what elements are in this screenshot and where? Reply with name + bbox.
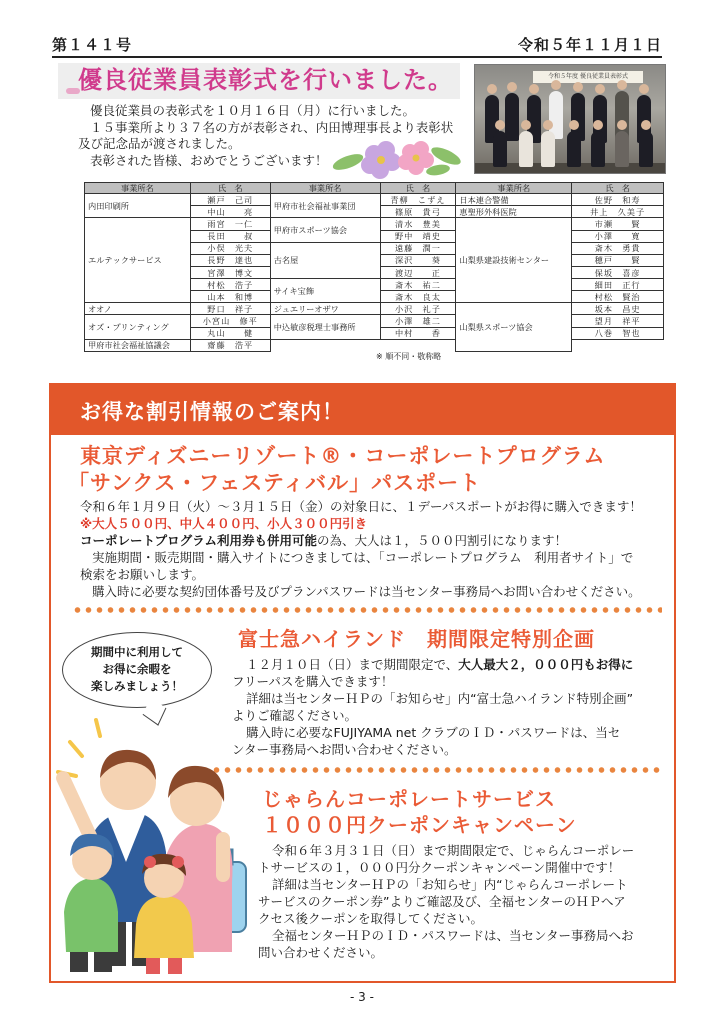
name-cell: 小澤 寛 — [572, 230, 664, 242]
name-cell: 渡辺 正 — [380, 266, 456, 278]
name-cell: 八巻 智也 — [572, 327, 664, 339]
name-cell: 瀬戸 己司 — [190, 194, 270, 206]
name-cell: 市瀬 賢 — [572, 218, 664, 230]
name-cell: 篠原 貴弓 — [380, 206, 456, 218]
disney-line-4: 実施期間・販売期間・購入サイトにつきましては、「コーポレートプログラム 利用者サイト」で — [92, 550, 634, 565]
jalan-line-3: 詳細は当センターＨＰの「お知らせ」内“じゃらんコーポレート — [272, 877, 628, 892]
company-cell: 中込敏彦税理士事務所 — [270, 315, 380, 339]
company-cell: 甲府市スポーツ協会 — [270, 218, 380, 242]
company-cell: 日本連合警備 — [456, 194, 572, 206]
issue-date: 令和５年１１月１日 — [517, 36, 662, 54]
name-cell: 齋藤 浩平 — [190, 339, 270, 351]
name-cell: 宮澤 博文 — [190, 266, 270, 278]
flower-decoration-icon — [326, 138, 466, 182]
company-cell: オズ・プリンティング — [85, 315, 191, 339]
photo-person — [567, 131, 581, 167]
name-cell: 遠藤 潤一 — [380, 242, 456, 254]
col-name: 氏 名 — [572, 183, 664, 194]
fuji-line-1 — [246, 656, 633, 673]
col-name: 氏 名 — [190, 183, 270, 194]
col-company: 事業所名 — [456, 183, 572, 194]
family-illustration-icon — [56, 712, 256, 978]
photo-person — [541, 131, 555, 167]
name-cell: 穂戸 賢 — [572, 254, 664, 266]
company-cell: 内田印刷所 — [85, 194, 191, 218]
fuji-line-3: 詳細は当センターＨＰの「お知らせ」内“富士急ハイランド特別企画” — [246, 691, 634, 706]
intro-line-2: １５事業所より３７名の方が表彰され、内田博理事長より表彰状 — [90, 119, 454, 135]
disney-line-5: 検索をお願いします。 — [80, 567, 205, 582]
disney-prices: ※大人５００円、中人４００円、小人３００円引き — [80, 516, 368, 531]
header-divider — [52, 56, 662, 58]
table-row — [85, 303, 664, 315]
name-cell: 野中 靖史 — [380, 230, 456, 242]
jalan-title-2: １０００円クーポンキャンペーン — [262, 813, 577, 837]
fuji-line-2: フリーパスを購入できます！ — [232, 674, 394, 689]
name-cell: 村松 賢治 — [572, 291, 664, 303]
jalan-line-6: 全福センターＨＰのＩＤ・パスワードは、当センター事務局へお — [272, 928, 634, 943]
name-cell: 坂本 昌史 — [572, 303, 664, 315]
name-cell: 井上 久美子 — [572, 206, 664, 218]
intro-line-3: 及び記念品が渡されました。 — [78, 136, 241, 151]
bubble-line-1: 期間中に利用して — [91, 645, 183, 659]
name-cell: 山本 和博 — [190, 291, 270, 303]
disney-line-3 — [80, 532, 567, 549]
ceremony-photo — [474, 64, 666, 174]
col-name: 氏 名 — [380, 183, 456, 194]
table-body — [85, 194, 664, 352]
name-cell: 小俣 光夫 — [190, 242, 270, 254]
awardees-table — [84, 182, 664, 352]
company-cell: 山梨県建設技術センター — [456, 218, 572, 303]
name-cell: 青柳 こずえ — [380, 194, 456, 206]
company-cell: エルテックサービス — [85, 218, 191, 303]
photo-person — [615, 131, 629, 167]
jalan-line-5: クセス後クーポンを取得してください。 — [258, 911, 484, 926]
disney-title-2: 「サンクス・フェスティバル」パスポート — [68, 471, 482, 495]
name-cell: 清水 豊美 — [380, 218, 456, 230]
fuji-line-6: ンター事務局へお問い合わせください。 — [232, 742, 457, 757]
table-header-row — [85, 183, 664, 194]
name-cell: 村松 浩子 — [190, 279, 270, 291]
table-row — [85, 194, 664, 206]
page-number: - 3 - — [350, 990, 374, 1004]
name-cell: 深沢 葵 — [380, 254, 456, 266]
col-company: 事業所名 — [85, 183, 191, 194]
name-cell: 小沢 礼子 — [380, 303, 456, 315]
empty-cell — [380, 339, 456, 351]
intro-line-4: 表彰された皆様、おめでとうございます！ — [90, 152, 328, 168]
bubble-line-2: お得に余暇を — [102, 662, 172, 676]
name-cell: 小宮山 修平 — [190, 315, 270, 327]
company-cell: 恵聖形外科医院 — [456, 206, 572, 218]
fuji-line-1-bold: 大人最大２，０００円もお得に — [458, 657, 634, 672]
table-row — [85, 339, 664, 351]
awards-title: 優良従業員表彰式を行いました。 — [78, 66, 453, 94]
disney-title-1: 東京ディズニーリゾート®・コーポレートプログラム — [80, 444, 606, 468]
fuji-line-1-text: １２月１０日（日）まで期間限定で、 — [246, 657, 459, 672]
col-company: 事業所名 — [270, 183, 380, 194]
name-cell: 細田 正行 — [572, 279, 664, 291]
name-cell: 佐野 和寿 — [572, 194, 664, 206]
name-cell: 保坂 喜彦 — [572, 266, 664, 278]
photo-person — [591, 131, 605, 167]
company-cell: 古名屋 — [270, 242, 380, 278]
empty-cell — [270, 339, 380, 351]
name-cell: 斎木 祐二 — [380, 279, 456, 291]
fuji-line-4: よりご確認ください。 — [232, 708, 358, 723]
issue-number: 第１４１号 — [52, 36, 133, 54]
company-cell: サイキ宝飾 — [270, 279, 380, 303]
jalan-line-4: サービスのクーポン券”よりご確認及び、全福センターのＨＰへア — [258, 894, 626, 909]
name-cell: 望月 祥平 — [572, 315, 664, 327]
jalan-title-1: じゃらんコーポレートサービス — [262, 787, 556, 811]
name-cell: 雨宮 一仁 — [190, 218, 270, 230]
photo-person — [493, 131, 507, 167]
company-cell: 甲府市社会福祉事業団 — [270, 194, 380, 218]
name-cell: 中山 亮 — [190, 206, 270, 218]
photo-person — [505, 93, 519, 141]
name-cell: 長田 叔 — [190, 230, 270, 242]
name-cell: 丸山 健 — [190, 327, 270, 339]
discount-title: お得な割引情報のご案内！ — [80, 400, 344, 424]
photo-banner: 令和５年度 優良従業員表彰式 — [533, 71, 643, 83]
disney-line-3-rest: の為、大人は１，５００円割引になります！ — [317, 533, 568, 548]
photo-person — [639, 131, 653, 167]
company-cell: ジュエリーオザワ — [270, 303, 380, 315]
disney-line-6: 購入時に必要な契約団体番号及びプランパスワードは当センター事務局へお問い合わせください。 — [92, 584, 641, 599]
table-note: ※ 順不同・敬称略 — [376, 352, 442, 361]
bubble-line-3: 楽しみましょう！ — [91, 679, 183, 693]
intro-line-1: 優良従業員の表彰式を１０月１６日（月）に行いました。 — [90, 103, 416, 118]
name-cell: 小澤 雄二 — [380, 315, 456, 327]
table-row — [85, 315, 664, 327]
company-cell: 甲府市社会福祉協議会 — [85, 339, 191, 351]
name-cell: 野口 祥子 — [190, 303, 270, 315]
table-row — [85, 218, 664, 230]
disney-line-3-bold: コーポレートプログラム利用券も併用可能 — [80, 533, 318, 548]
jalan-line-7: 問い合わせください。 — [258, 945, 384, 960]
fuji-line-5: 購入時に必要なFUJIYAMA net クラブのＩＤ・パスワードは、当セ — [246, 725, 621, 740]
jalan-line-2: トサービスの１，０００円分クーポンキャンペーン開催中です！ — [258, 860, 621, 875]
dotted-divider — [72, 607, 662, 613]
dotted-divider — [200, 767, 660, 773]
disney-line-1: 令和６年１月９日（火）～３月１５日（金）の対象日に、１デーパスポートがお得に購入できます！ — [80, 499, 642, 514]
fuji-title: 富士急ハイランド 期間限定特別企画 — [238, 627, 595, 651]
name-cell: 斎木 良太 — [380, 291, 456, 303]
name-cell: 斎木 勇貴 — [572, 242, 664, 254]
company-cell: 山梨県スポーツ協会 — [456, 303, 572, 352]
photo-person — [519, 131, 533, 167]
name-cell: 長野 達也 — [190, 254, 270, 266]
company-cell: オオノ — [85, 303, 191, 315]
name-cell: 中村 香 — [380, 327, 456, 339]
speech-bubble — [62, 632, 212, 708]
jalan-line-1: 令和６年３月３１日（日）まで期間限定で、じゃらんコーポレー — [272, 843, 635, 858]
